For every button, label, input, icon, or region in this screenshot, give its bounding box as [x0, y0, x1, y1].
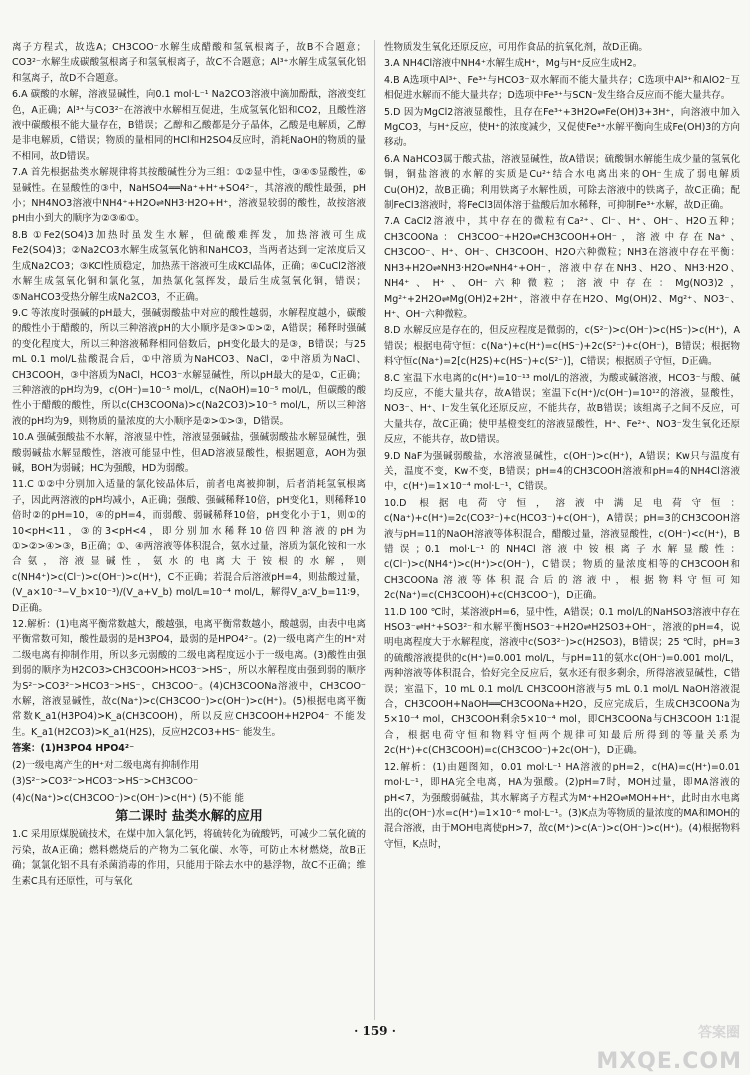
paragraph: 10.D 根据电荷守恒，溶液中满足电荷守恒：c(Na⁺)+c(H⁺)=2c(CO3²⁻)+c(HCO3⁻)+c(OH⁻)，A错误；pH=3的CH3COOH溶液与pH=11的NaOH溶液等体积混合，醋酸过量，溶液显酸性，c(OH⁻)<c(H⁺)，B错误；0.1 mol·L⁻¹的NH4Cl溶液中铵根离子水解显酸性：c(Cl⁻)>c(NH4⁺)>c(H⁺)>c(OH⁻)，C错误；物质的量浓度相等的CH3COOH和CH3COONa溶液等体积混合后的溶液中，根据物料守恒可知2c(Na⁺)=c(CH3COOH)+c(CH3COO⁻)，D正确。	[384, 497, 740, 602]
paragraph: 11.C ①②中分别加入适量的氯化铵晶体后，前者电离被抑制，后者消耗氢氧根离子，因此两溶液的pH均减小，A正确；强酸、强碱稀释10倍，pH变化1，则稀释10倍时②的pH=10，④的pH=4，而弱酸、弱碱稀释10倍，pH变化小于1，则①的10<pH<11，③的3<pH<4，即分别加水稀释10倍四种溶液的pH为①>②>④>③，B正确；①、④两溶液等体积混合，氨水过量，溶质为氯化铵和一水合氨，溶液显碱性，氨水的电离大于铵根的水解，则c(NH4⁺)>c(Cl⁻)>c(OH⁻)>c(H⁺)，C不正确；若混合后溶液pH=4，则盐酸过量，(V_a×10⁻³−V_b×10⁻³)/(V_a+V_b) mol/L=10⁻⁴ mol/L，解得V_a∶V_b=11∶9，D正确。	[12, 479, 366, 614]
answer-line: (4)c(Na⁺)>c(CH3COO⁻)>c(OH⁻)>c(H⁺) (5)不能 能	[12, 792, 245, 804]
paragraph: 12.解析：(1)由题图知，0.01 mol·L⁻¹ HA溶液的pH=2，c(HA)=c(H⁺)=0.01 mol·L⁻¹，即HA完全电离，HA为强酸。(2)pH=7时，MOH过量，即MA溶液的pH<7，为强酸弱碱盐，其水解离子方程式为M⁺+H2O⇌MOH+H⁺，此时由水电离出的c(OH⁻)水=c(H⁺)=1×10⁻⁶ mol·L⁻¹。(3)K点为等物质的量浓度的MA和MOH的混合溶液，由于MOH电离使pH>7，故c(M⁺)>c(A⁻)>c(OH⁻)>c(H⁺)。(4)根据物料守恒，K点时，	[384, 761, 740, 850]
left-column	[12, 40, 366, 890]
paragraph: 7.A CaCl2溶液中，其中存在的微粒有Ca²⁺、Cl⁻、H⁺、OH⁻、H2O五种；CH3COONa：CH3COO⁻+H2O⇌CH3COOH+OH⁻，溶液中存在Na⁺、CH3COO⁻、H⁺、OH⁻、CH3COOH、H2O六种微粒；NH3在溶液中存在平衡：NH3+H2O⇌NH3·H2O⇌NH4⁺+OH⁻，溶液中存在NH3、H2O、NH3·H2O、NH4⁺、H⁺、OH⁻六种微粒；溶液中存在：Mg(NO3)2，Mg²⁺+2H2O⇌Mg(OH)2+2H⁺，溶液中存在H2O、Mg(OH)2、Mg²⁺、NO3⁻、H⁺、OH⁻六种微粒。	[384, 216, 740, 320]
answer-line: 答案：(1)H3PO4 HPO4²⁻	[12, 743, 135, 755]
paragraph: 6.A NaHCO3属于酸式盐，溶液显碱性，故A错误；硫酸铜水解能生成少量的氢氧化铜，铜盐溶液的水解的实质是Cu²⁺结合水电离出来的OH⁻生成了弱电解质Cu(OH)2，故B正确；利用铁离子水解性质，可除去溶液中的铁离子，故C正确；配制FeCl3溶液时，将FeCl3固体溶于盐酸后加水稀释，可抑制Fe³⁺水解，故D正确。	[384, 153, 740, 212]
paragraph: 6.A 碳酸的水解，溶液显碱性，向0.1 mol·L⁻¹ Na2CO3溶液中滴加酚酞，溶液变红色，A正确；Al³⁺与CO3²⁻在溶液中水解相互促进，生成氢氧化铝和CO2，且酸性溶液中碳酸根不能大量存在，B错误；乙醇和乙酸都是分子晶体，乙酸是电解质，乙醇是非电解质，C错误；物质的量相同的HCl和H2SO4反应时，消耗NaOH的物质的量不相同，故D错误。	[12, 89, 366, 162]
section-heading: 第二课时 盐类水解的应用	[115, 808, 263, 824]
paragraph: 9.D NaF为强碱弱酸盐，水溶液显碱性，c(OH⁻)>c(H⁺)，A错误；Kw只与温度有关，温度不变，Kw不变，B错误；pH=4的CH3COOH溶液和pH=4的NH4Cl溶液中，c(H⁺)=1×10⁻⁴ mol·L⁻¹，C错误。	[384, 450, 740, 493]
paragraph: 8.B ①Fe2(SO4)3加热时虽发生水解，但硫酸难挥发，加热溶液可生成Fe2(SO4)3；②Na2CO3水解生成氢氧化钠和NaHCO3，当两者达到一定浓度后又生成Na2CO3；③KCl性质稳定，加热蒸干溶液可生成KCl晶体，正确；④CuCl2溶液水解生成氢氧化铜和氯化氢，加热氯化氢挥发，最后生成氢氧化铜，错误；⑤NaHCO3受热分解生成Na2CO3，不正确。	[12, 229, 366, 303]
paragraph: 7.A 首先根据盐类水解规律将其按酸碱性分为三组：①②显中性，③④⑤显酸性，⑥显碱性。在显酸性的③中，NaHSO4══Na⁺+H⁺+SO4²⁻，其溶液的酸性最强，pH小；NH4NO3溶液中NH4⁺+H2O⇌NH3·H2O+H⁺，溶液显较弱的酸性，故按溶液pH由小到大的顺序为②③⑥①。	[12, 167, 366, 225]
paragraph: 11.D 100 ℃时，某溶液pH=6，显中性，A错误；0.1 mol/L的NaHSO3溶液中存在HSO3⁻⇌H⁺+SO3²⁻和水解平衡HSO3⁻+H2O⇌H2SO3+OH⁻，溶液的pH=4，说明电离程度大于水解程度，溶液中c(SO3²⁻)>c(H2SO3)，B错误；25 ℃时，pH=3的硫酸溶液提供的c(H⁺)=0.001 mol/L，与pH=11的氨水c(OH⁻)=0.001 mol/L，两种溶液等体积混合，恰好完全反应后，氨水还有很多剩余，所得溶液显碱性，C错误；室温下，10 mL 0.1 mol/L CH3COOH溶液与5 mL 0.1 mol/L NaOH溶液混合，CH3COOH+NaOH══CH3COONa+H2O，反应完成后，生成CH3COONa为5×10⁻⁴ mol，CH3COOH剩余5×10⁻⁴ mol，即CH3COONa与CH3COOH 1∶1混合，根据电荷守恒和物料守恒两个规律可知最后所得到的等量关系为2c(H⁺)+c(CH3COOH)=c(CH3COO⁻)+2c(OH⁻)，D正确。	[384, 606, 740, 757]
page-number: · 159 ·	[354, 1024, 396, 1038]
paragraph: 离子方程式，故选A；CH3COO⁻水解生成醋酸和氢氧根离子，故B不合题意；CO3²⁻水解生成碳酸氢根离子和氢氧根离子，故C不合题意；Al³⁺水解生成氢氧化铝和氢离子，故D不合题意。	[12, 42, 366, 84]
paragraph: 4.B A选项中Al³⁺、Fe³⁺与HCO3⁻双水解而不能大量共存；C选项中Al³⁺和AlO2⁻互相促进水解而不能大量共存；D选项中Fe³⁺与SCN⁻发生络合反应而不能大量共存。	[384, 74, 740, 102]
paragraph: 5.D 因为MgCl2溶液显酸性，且存在Fe³⁺+3H2O⇌Fe(OH)3+3H⁺，向溶液中加入MgCO3，与H⁺反应，使H⁺的浓度减少，又促使Fe³⁺水解平衡向生成Fe(OH)3的方向移动。	[384, 106, 740, 149]
paragraph: 性物质发生氧化还原反应，可用作食品的抗氧化剂，故D正确。	[384, 42, 648, 53]
paragraph: 10.A 强碱强酸盐不水解，溶液显中性，溶液显强碱盐，强碱弱酸盐水解显碱性，强酸弱碱盐水解显酸性，溶液可能显中性，但AD溶液显酸性，根据题意，AOH为强碱，BOH为弱碱；HC为强酸，HD为弱酸。	[12, 432, 366, 474]
paragraph: 12.解析：(1)电离平衡常数越大，酸越强，电离平衡常数越小，酸越弱，由表中电离平衡常数可知，酸性最弱的是H3PO4，最弱的是HPO4²⁻。(2)一级电离产生的H⁺对二级电离有抑制作用，所以多元弱酸的二级电离程度远小于一级电离。(3)酸性由强到弱的顺序为H2CO3>CH3COOH>HCO3⁻>HS⁻，所以水解程度由强到弱的顺序为S²⁻>CO3²⁻>HCO3⁻>HS⁻，CH3COO⁻。(4)CH3COONa溶液中，CH3COO⁻水解，溶液显碱性，故c(Na⁺)>c(CH3COO⁻)>c(OH⁻)>c(H⁺)。(5)根据电离平衡常数K_a1(H3PO4)>K_a(CH3COOH)，所以反应CH3COOH+H2PO4⁻ 不能发生。K_a1(H2CO3)>K_a1(H2S)，反应H2CO3+HS⁻ 能发生。	[12, 619, 366, 738]
watermark: MXQE.COM	[596, 1048, 742, 1074]
column-divider	[374, 40, 375, 1020]
paragraph: 9.C 等浓度时强碱的pH最大，强碱弱酸盐中对应的酸性越弱，水解程度越小，碳酸的酸性小于醋酸的，所以三种溶液pH的大小顺序是③>①>②，A错误；稀释时强碱的变化程度大，所以三种溶液稀释相同倍数后，pH变化最大的是③，B错误；与25 mL 0.1 mol/L盐酸混合后，①中溶质为NaHCO3、NaCl，②中溶质为NaCl、CH3COOH，③中溶质为NaCl，HCO3⁻水解显碱性，所以pH最大的是①，C正确；三种溶液的pH均为9，c(OH⁻)=10⁻⁵ mol/L，c(NaOH)=10⁻⁵ mol/L，但碳酸的酸性小于醋酸的酸性，所以c(CH3COONa)>c(Na2CO3)>10⁻⁵ mol/L，所以三种溶液的pH均为9，则物质的量浓度的大小顺序是②>①>③，D错误。	[12, 307, 366, 427]
right-column	[384, 40, 740, 853]
paragraph: 8.D 水解反应是存在的，但反应程度是微弱的，c(S²⁻)>c(OH⁻)>c(HS⁻)>c(H⁺)，A错误；根据电荷守恒：c(Na⁺)+c(H⁺)=c(HS⁻)+2c(S²⁻)+c(OH⁻)，B错误；根据物料守恒c(Na⁺)=2[c(H2S)+c(HS⁻)+c(S²⁻)]，C错误；根据质子守恒，D正确。	[384, 325, 740, 368]
paragraph: 8.C 室温下水电离的c(H⁺)=10⁻¹³ mol/L的溶液，为酸或碱溶液，HCO3⁻与酸、碱均反应，不能大量共存，故A错误；室温下c(H⁺)/c(OH⁻)=10¹²的溶液，显酸性，NO3⁻、H⁺、I⁻发生氧化还原反应，不能共存，故B错误；该组离子之间不反应，可大量共存，故C正确；使甲基橙变红的溶液显酸性，H⁺、Fe²⁺、NO3⁻发生氧化还原反应，不能共存，故D错误。	[384, 372, 740, 446]
watermark-top: 答案圈	[698, 1024, 740, 1041]
paragraph: 1.C 采用原煤脱硫技术，在煤中加入氯化钙，将硫转化为硫酸钙，可减少二氧化硫的污染，故A正确；燃料燃烧后的产物为二氧化碳、水等，可防止木材燃烧，故B正确；氯氯化铝不具有杀菌消毒的作用，只能用于除去水中的悬浮物，故C不正确；维生素C具有还原性，可与氧化	[12, 829, 366, 887]
paragraph: 3.A NH4Cl溶液中NH4⁺水解生成H⁺，Mg与H⁺反应生成H2。	[384, 58, 643, 70]
answer-line: (2)一级电离产生的H⁺对二级电离有抑制作用	[12, 759, 200, 771]
answer-line: (3)S²⁻>CO3²⁻>HCO3⁻>HS⁻>CH3COO⁻	[12, 776, 199, 788]
